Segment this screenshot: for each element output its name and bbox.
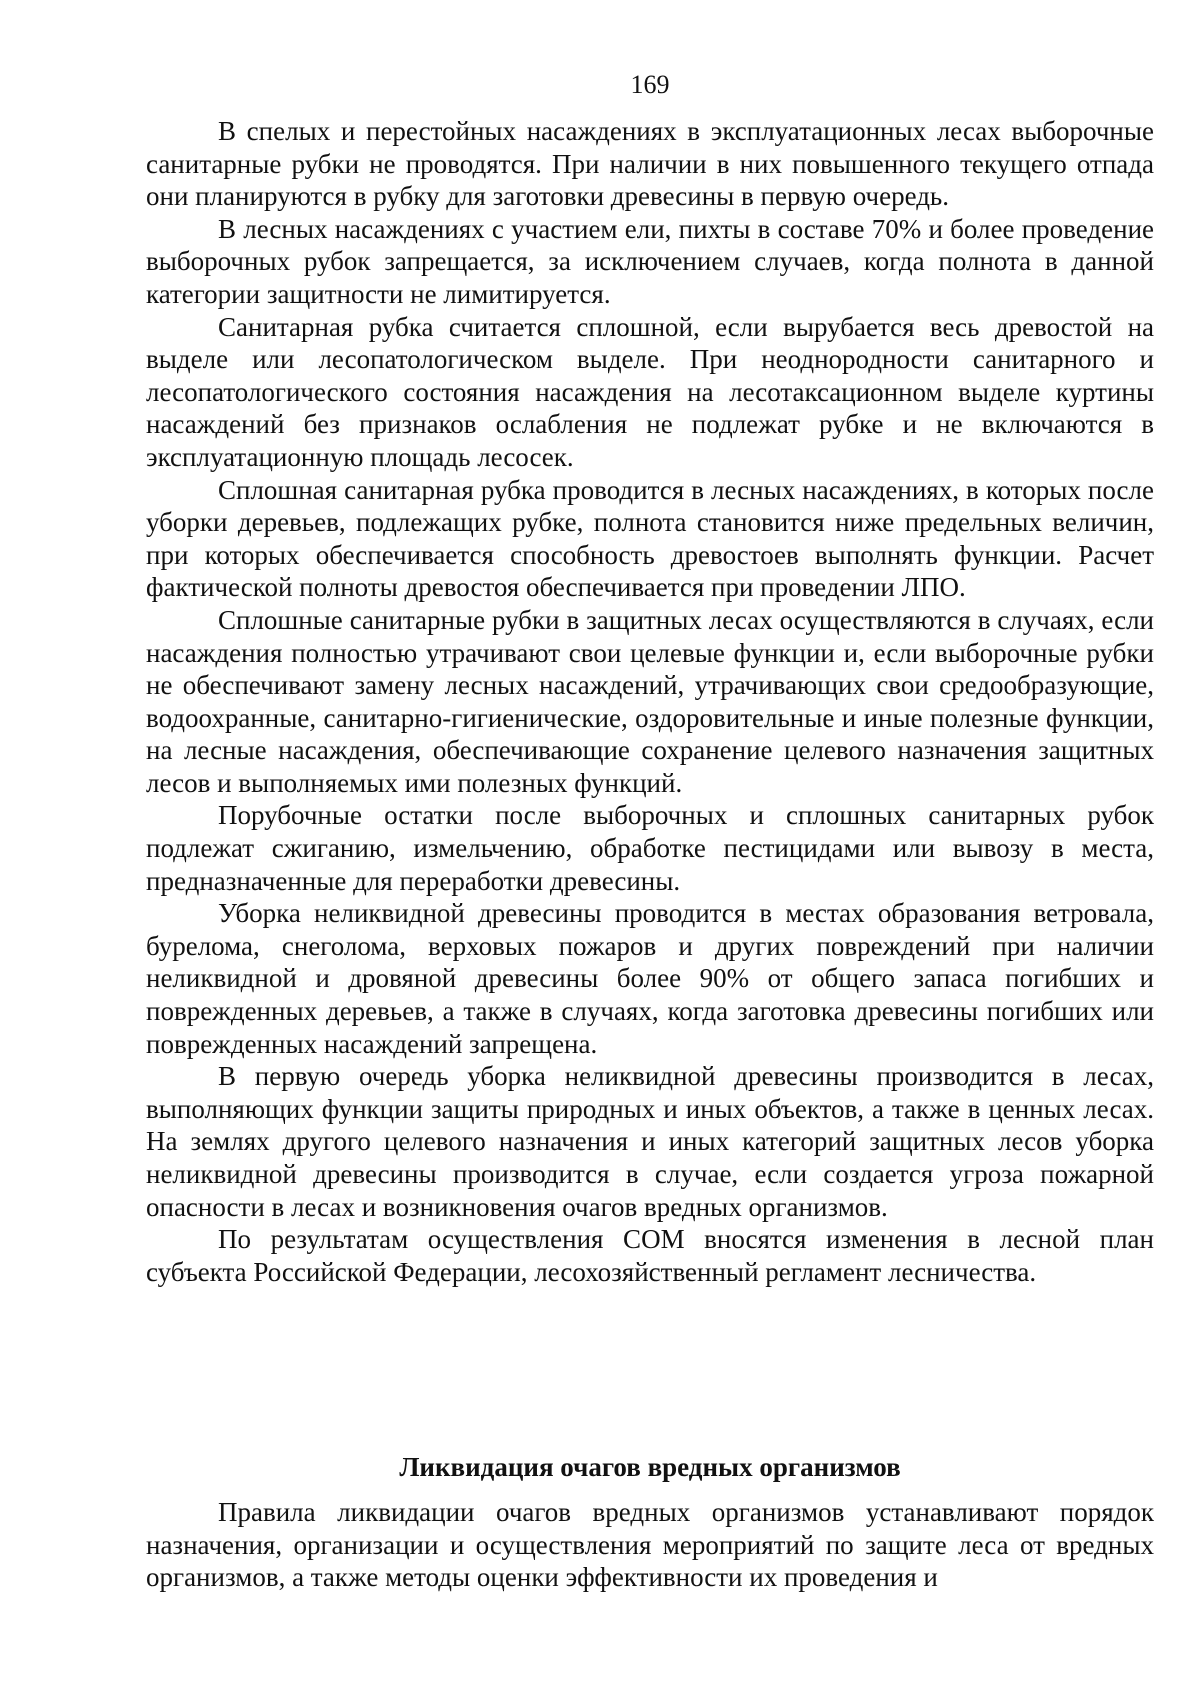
paragraph: Уборка неликвидной древесины проводится в местах образования ветровала, бурелома, снеголома, верховых пожаров и других повреждений при наличии неликвидной и дровяной древесины более 90% от общего запаса погибших и поврежденных деревьев, а также в случаях, когда заготовка древесины погибших или поврежденных насаждений запрещена.	[146, 898, 1154, 1059]
paragraph: По результатам осуществления СОМ вносятся изменения в лесной план субъекта Российской Федерации, лесохозяйственный регламент лесничества.	[146, 1224, 1154, 1287]
section-heading: Ликвидация очагов вредных организмов	[399, 1452, 901, 1482]
paragraph: Санитарная рубка считается сплошной, если вырубается весь древостой на выделе или лесопатологическом выделе. При неоднородности санитарного и лесопатологического состояния насаждения на лесотаксационном выделе куртины насаждений без признаков ослабления не подлежат рубке и не включаются в эксплуатационную площадь лесосек.	[146, 311, 1154, 472]
paragraph: Сплошные санитарные рубки в защитных лесах осуществляются в случаях, если насаждения полностью утрачивают свои целевые функции и, если выборочные рубки не обеспечивают замену лесных насаждений, утрачивающих свои средообразующие, водоохранные, санитарно-гигиенические, оздоровительные и иные полезные функции, на лесные насаждения, обеспечивающие сохранение целевого назначения защитных лесов и выполняемых ими полезных функций.	[146, 604, 1154, 798]
paragraph: В лесных насаждениях с участием ели, пихты в составе 70% и более проведение выборочных рубок запрещается, за исключением случаев, когда полнота в данной категории защитности не лимитируется.	[146, 213, 1154, 309]
section-body	[146, 1496, 1154, 1594]
paragraph: Порубочные остатки после выборочных и сплошных санитарных рубок подлежат сжиганию, измельчению, обработке пестицидами или вывозу в места, предназначенные для переработки древесины.	[146, 800, 1154, 896]
paragraph: Сплошная санитарная рубка проводится в лесных насаждениях, в которых после уборки деревьев, подлежащих рубке, полнота становится ниже предельных величин, при которых обеспечивается способность древостоев выполнять функции. Расчет фактической полноты древостоя обеспечивается при проведении ЛПО.	[146, 474, 1154, 603]
page-number: 169	[630, 70, 670, 99]
paragraph: В спелых и перестойных насаждениях в эксплуатационных лесах выборочные санитарные рубки не проводятся. При наличии в них повышенного текущего отпада они планируются в рубку для заготовки древесины в первую очередь.	[146, 116, 1154, 212]
body-text	[146, 115, 1154, 1288]
paragraph: Правила ликвидации очагов вредных организмов устанавливают порядок назначения, организации и осуществления мероприятий по защите леса от вредных организмов, а также методы оценки эффективности их проведения и	[146, 1497, 1154, 1593]
paragraph: В первую очередь уборка неликвидной древесины производится в лесах, выполняющих функции защиты природных и иных объектов, а также в ценных лесах. На землях другого целевого назначения и иных категорий защитных лесов уборка неликвидной древесины производится в случае, если создается угроза пожарной опасности в лесах и возникновения очагов вредных организмов.	[146, 1061, 1154, 1222]
